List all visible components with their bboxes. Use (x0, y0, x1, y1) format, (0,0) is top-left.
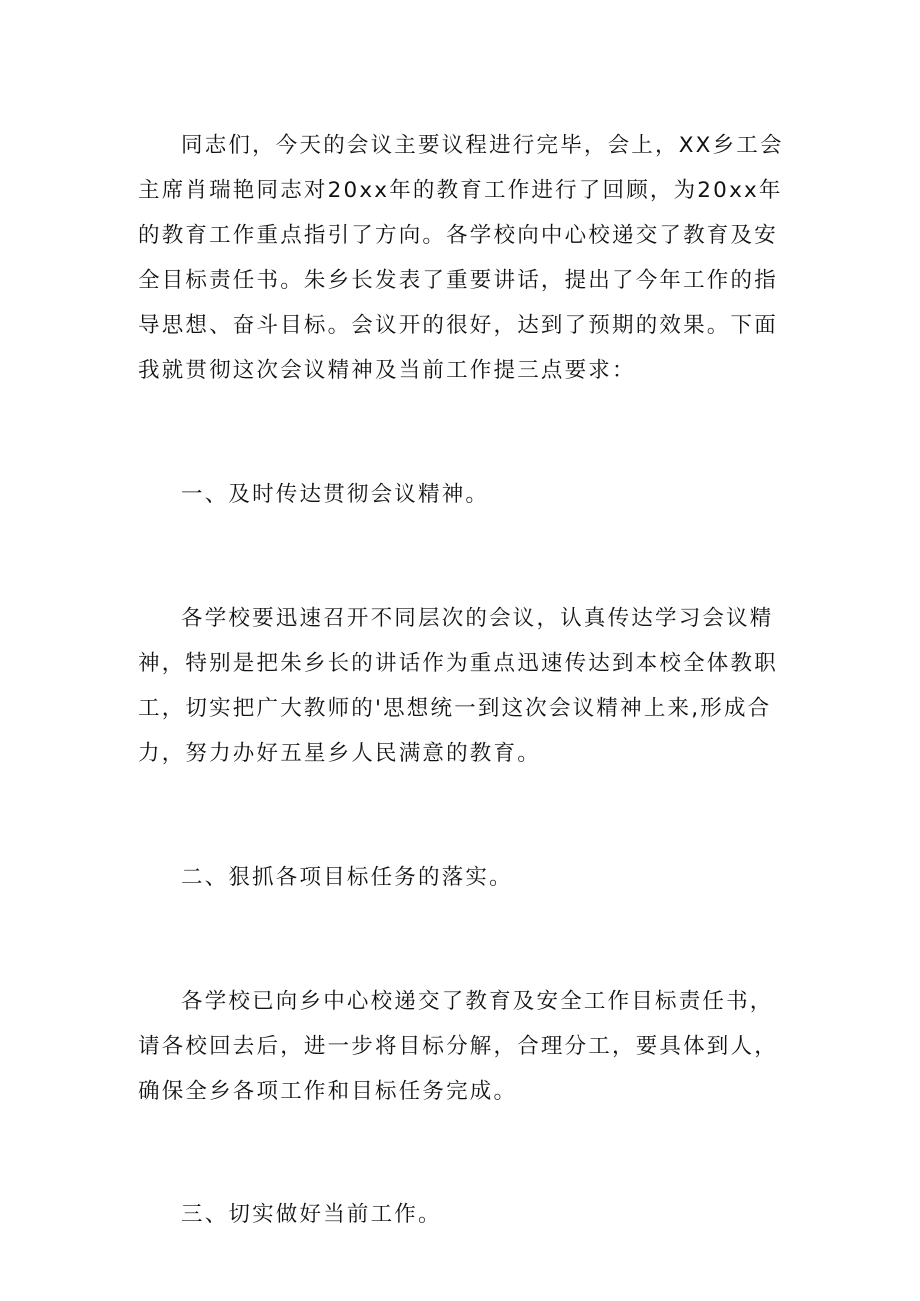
paragraph-spacer (138, 776, 788, 855)
paragraph-spacer (138, 1114, 788, 1192)
document-body (138, 123, 788, 1237)
paragraph-section-1: 各学校要迅速召开不同层次的会议，认真传达学习会议精神，特别是把朱乡长的讲话作为重点迅速传达到本校全体教职工，切实把广大教师的'思想统一到这次会议精神上来,形成合力，努力办好五星乡人民满意的教育。 (138, 606, 778, 766)
section-heading-1: 一、及时传达贯彻会议精神。 (181, 482, 490, 507)
paragraph-intro: 同志们，今天的会议主要议程进行完毕，会上，XX乡工会主席肖瑞艳同志对20xx年的教育工作进行了回顾，为20xx年的教育工作重点指引了方向。各学校向中心校递交了教育及安全目标责任书。朱乡长发表了重要讲话，提出了今年工作的指导思想、奋斗目标。会议开的很好，达到了预期的效果。下面我就贯彻这次会议精神及当前工作提三点要求： (138, 133, 784, 383)
paragraph-spacer (138, 900, 788, 979)
section-heading-2: 二、狠抓各项目标任务的落实。 (181, 865, 513, 890)
section-heading-3: 三、切实做好当前工作。 (181, 1202, 442, 1227)
paragraph-section-2: 各学校已向乡中心校递交了教育及安全工作目标责任书，请各校回去后，进一步将目标分解，合理分工，要具体到人，确保全乡各项工作和目标任务完成。 (138, 989, 778, 1104)
paragraph-spacer (138, 393, 788, 472)
paragraph-spacer (138, 517, 788, 596)
